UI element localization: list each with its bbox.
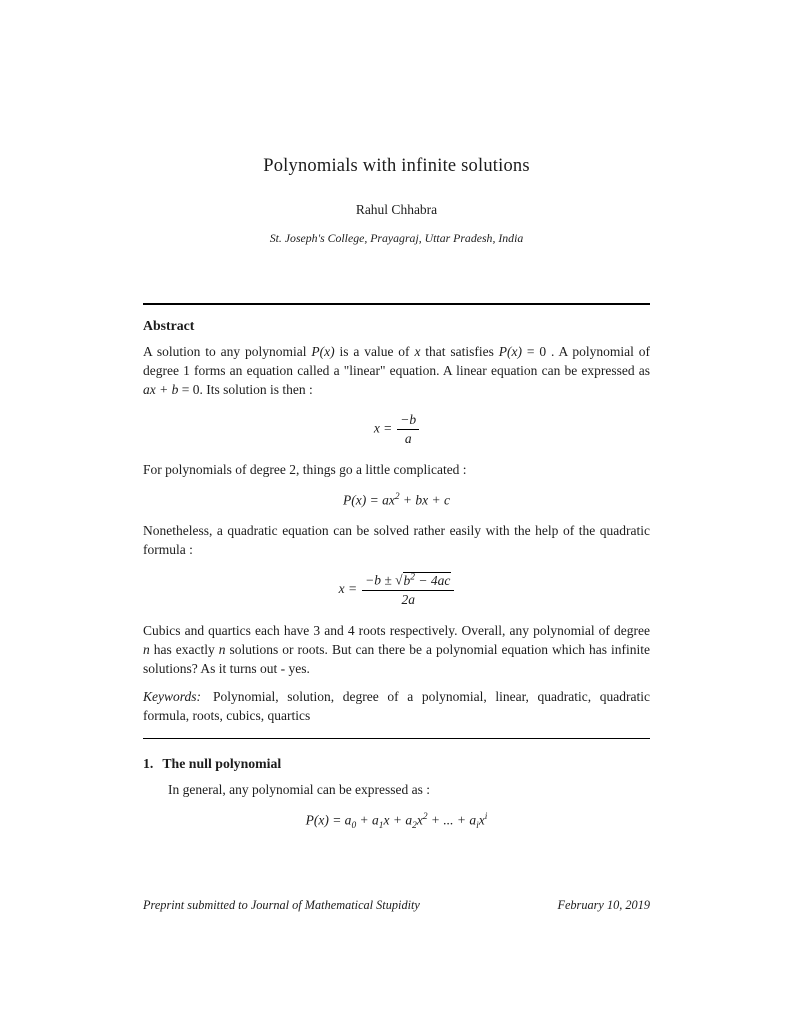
equation-general-polynomial: $P(x) = a_0 + a_1x + a_2x^2$ + ... + $a_ix^i$ (305, 812, 488, 832)
numerator-prefix: −b ± (365, 572, 396, 588)
top-rule (143, 303, 650, 305)
section-1-heading (143, 756, 650, 772)
abstract-paragraph-3: Nonetheless, a quadratic equation can be solved rather easily with the help of the quadratic formula : (143, 523, 650, 558)
equation-quadratic-polynomial: $P(x) = ax^2$ + bx + c (342, 491, 451, 508)
fraction-numerator: −b (397, 412, 419, 430)
footer-preprint-note: Preprint submitted to Journal of Mathematical Stupidity (143, 898, 420, 912)
keywords-text: Polynomial, solution, degree of a polynomial, linear, quadratic, quadratic formula, roots, cubics, quartics (143, 688, 650, 723)
abstract-paragraph-1: A solution to any polynomial P(x) is a value of x that satisfies P(x) = 0 . A polynomial of degree 1 forms an equation called a "linear" equation. A linear equation can be expressed as ax + b = 0. Its solution is then : (143, 343, 650, 397)
section-title: The null polynomial (162, 756, 282, 772)
document-content (143, 0, 650, 844)
abstract-heading: Abstract (143, 317, 195, 333)
equation-lhs: x = (373, 420, 393, 436)
page-footer (143, 898, 650, 913)
fraction-numerator (362, 572, 454, 591)
bottom-rule (143, 738, 650, 740)
radical-sign: √ (395, 572, 403, 588)
author-name: Rahul Chhabra (355, 202, 438, 217)
footer-date: February 10, 2019 (557, 898, 650, 912)
equation-quadratic-formula (143, 572, 650, 608)
square-root (395, 572, 451, 589)
author-affiliation: St. Joseph's College, Prayagraj, Uttar Pradesh, India (269, 231, 524, 245)
abstract-paragraph-4: Cubics and quartics each have 3 and 4 roots respectively. Overall, any polynomial of degree n has exactly n solutions or roots. But can there be a polynomial equation which has infinite solutions? As it turns out - yes. (143, 622, 650, 676)
fraction (397, 412, 419, 447)
title-block (143, 0, 650, 246)
section-number: 1. (143, 756, 154, 772)
keywords-paragraph (143, 687, 650, 725)
section-1-paragraph: In general, any polynomial can be expressed as : (168, 782, 431, 798)
equation-lhs: x = (338, 580, 358, 596)
abstract-paragraph-2: For polynomials of degree 2, things go a little complicated : (143, 461, 467, 477)
keywords-label: Keywords: (143, 688, 201, 704)
equation-linear-solution (143, 412, 650, 447)
radicand: $b^2 - 4ac$ (403, 572, 451, 588)
fraction-denominator: a (404, 430, 412, 446)
page-title: Polynomials with infinite solutions (263, 156, 530, 176)
fraction (362, 572, 454, 608)
fraction-denominator: 2a (401, 591, 415, 607)
